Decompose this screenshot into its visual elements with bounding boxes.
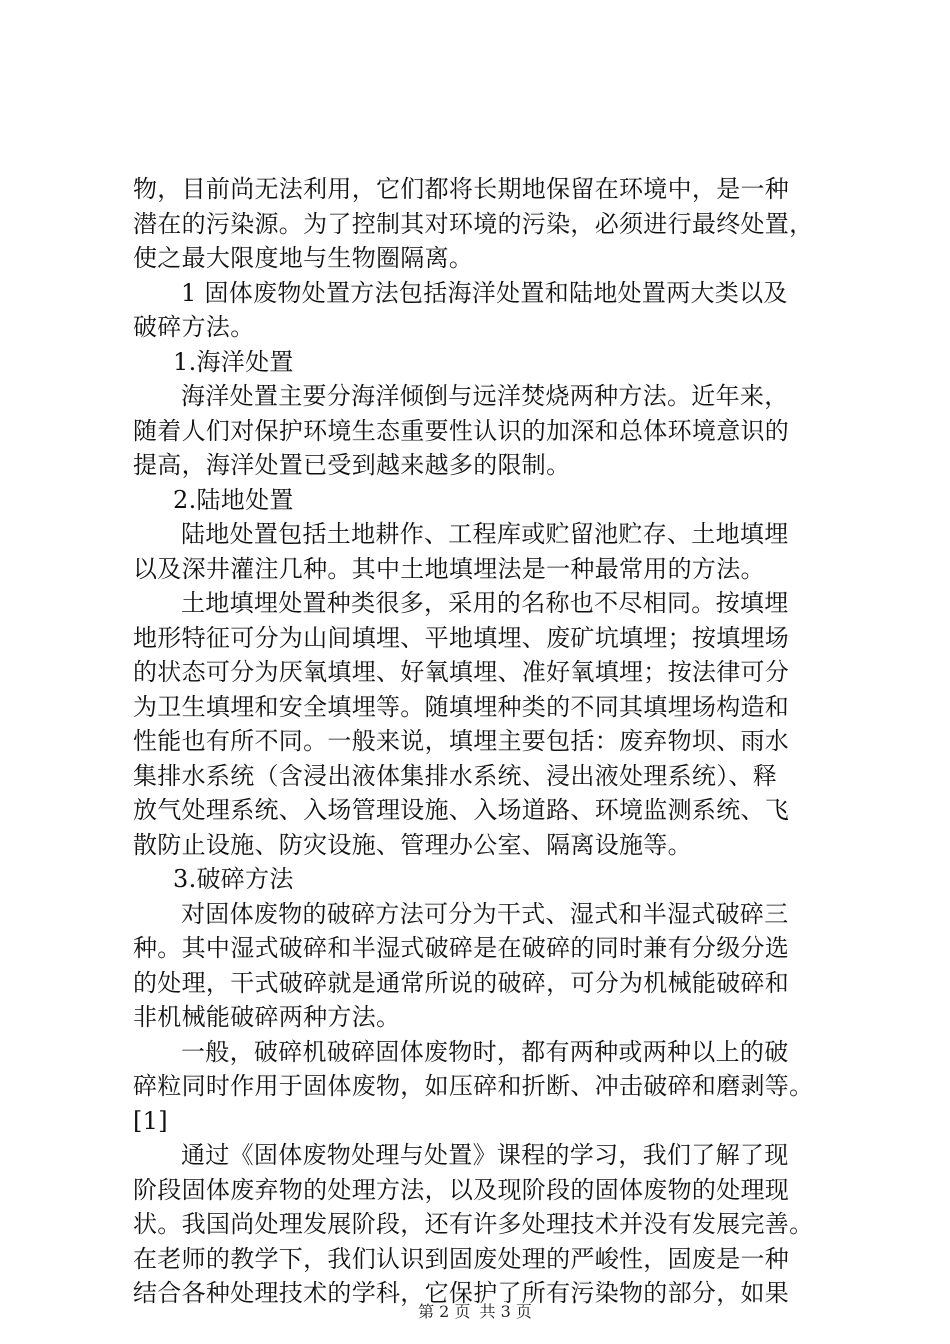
text-line: 为卫生填埋和安全填埋等。随填埋种类的不同其填埋场构造和 [133, 692, 790, 721]
text-line: 随着人们对保护环境生态重要性认识的加深和总体环境意识的 [133, 416, 790, 445]
text-line: 物，目前尚无法利用，它们都将长期地保留在环境中，是一种 [133, 175, 790, 203]
page-footer [0, 1302, 950, 1322]
page-number: 第 2 页 [418, 1302, 471, 1321]
text-line: 放气处理系统、入场管理设施、入场道路、环境监测系统、飞 [133, 796, 790, 824]
section-heading-ocean: 1.海洋处置 [173, 347, 294, 376]
text-line: 散防止设施、防灾设施、管理办公室、隔离设施等。 [133, 830, 692, 859]
paragraph-start: 海洋处置主要分海洋倾倒与远洋焚烧两种方法。近年来， [181, 382, 789, 410]
section-heading-land: 2.陆地处置 [173, 485, 294, 514]
text-line: 以及深井灌注几种。其中土地填埋法是一种最常用的方法。 [133, 554, 765, 583]
paragraph-start: 对固体废物的破碎方法可分为干式、湿式和半湿式破碎三 [181, 899, 789, 928]
text-line: 提高，海洋处置已受到越来越多的限制。 [133, 451, 571, 479]
paragraph-start: 通过《固体废物处理与处置》课程的学习，我们了解了现 [181, 1141, 789, 1169]
text-line: 地形特征可分为山间填埋、平地填埋、废矿坑填埋；按填埋场 [133, 623, 790, 652]
text-line: 种。其中湿式破碎和半湿式破碎是在破碎的同时兼有分级分选 [133, 934, 790, 962]
text-line: 结合各种处理技术的学科，它保护了所有污染物的部分，如果 [133, 1279, 790, 1307]
text-line: 潜在的污染源。为了控制其对环境的污染，必须进行最终处置， [133, 209, 814, 238]
text-line: 状。我国尚处理发展阶段，还有许多处理技术并没有发展完善。 [133, 1210, 814, 1238]
text-line: 非机械能破碎两种方法。 [133, 1003, 401, 1031]
text-line: 的状态可分为厌氧填埋、好氧填埋、准好氧填埋；按法律可分 [133, 658, 790, 686]
page-total: 共 3 页 [479, 1302, 532, 1321]
paragraph-start: 一般，破碎机破碎固体废物时，都有两种或两种以上的破 [181, 1037, 789, 1066]
paragraph-start: 1 固体废物处置方法包括海洋处置和陆地处置两大类以及 [181, 278, 788, 307]
text-line: 性能也有所不同。一般来说，填埋主要包括：废弃物坝、雨水 [133, 727, 790, 755]
paragraph-start: 土地填埋处置种类很多，采用的名称也不尽相同。按填埋 [181, 589, 789, 617]
paragraph-start: 陆地处置包括土地耕作、工程库或贮留池贮存、土地填埋 [181, 520, 789, 548]
text-line: 使之最大限度地与生物圈隔离。 [133, 244, 474, 272]
text-line: 阶段固体废弃物的处理方法，以及现阶段的固体废物的处理现 [133, 1175, 790, 1204]
text-line: 碎粒同时作用于固体废物，如压碎和折断、冲击破碎和磨剥等。 [133, 1072, 814, 1100]
text-line: 集排水系统（含浸出液体集排水系统、浸出液处理系统）、释 [133, 761, 778, 790]
document-body [133, 172, 833, 1311]
text-line: 的处理，干式破碎就是通常所说的破碎，可分为机械能破碎和 [133, 968, 790, 997]
citation-ref: [1] [133, 1106, 168, 1135]
text-line: 在老师的教学下，我们认识到固废处理的严峻性，固废是一种 [133, 1244, 790, 1273]
text-line: 破碎方法。 [133, 313, 255, 341]
section-heading-crushing: 3.破碎方法 [173, 865, 294, 893]
